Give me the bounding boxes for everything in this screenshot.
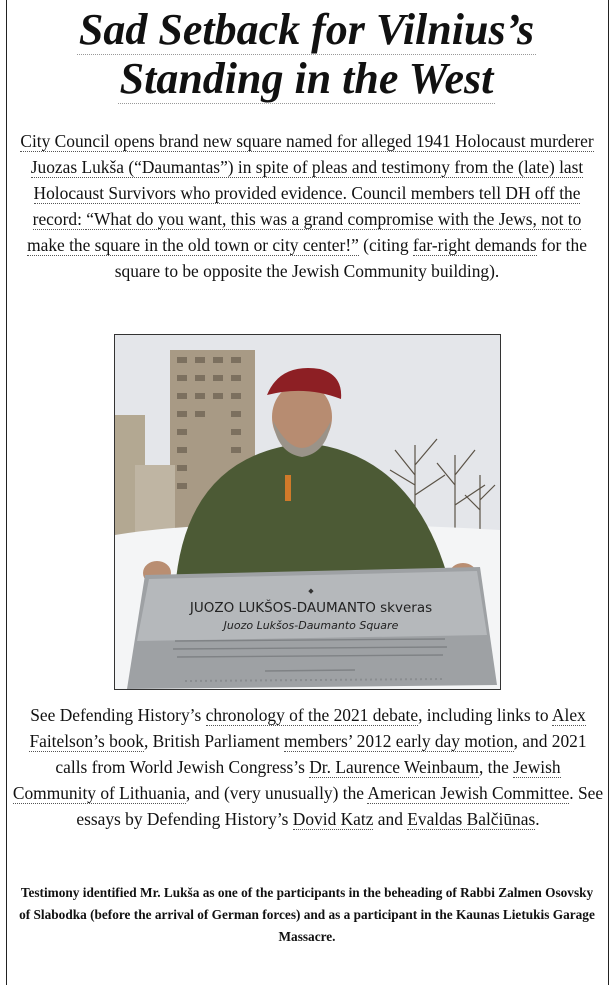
- followup-text-3: , British Parliament: [143, 731, 285, 751]
- ajc-link[interactable]: American Jewish Committee: [367, 783, 570, 803]
- chronology-link[interactable]: chronology of the 2021 debate: [205, 705, 419, 725]
- far-right-demands-link[interactable]: far-right demands: [412, 235, 537, 255]
- title-line-2: Standing in the West: [119, 54, 494, 103]
- council-quote: “What do you want, this was a grand compromise with the Jews, not to make the square in the old town or city center!”: [27, 209, 582, 255]
- followup-text-5: , the: [478, 757, 514, 777]
- faitelson-book-link[interactable]: Alex Faitelson’s book: [29, 705, 586, 751]
- jewish-community-link[interactable]: Jewish Community of Lithuania: [12, 757, 561, 803]
- weinbaum-link[interactable]: Dr. Laurence Weinbaum: [309, 757, 479, 777]
- followup-text-6: , and (very unusually) the: [185, 783, 368, 803]
- followup-text-2: , including links to: [418, 705, 552, 725]
- plaque-line-2: Juozo Lukšos-Daumanto Square: [223, 619, 399, 632]
- street-name-plaque: [127, 567, 497, 689]
- svg-text:◆: ◆: [308, 587, 314, 595]
- followup-text-1: See Defending History’s: [30, 705, 206, 725]
- followup-text-4: , and 2021 calls from World Jewish Congress’s: [55, 731, 587, 777]
- followup-text-8: and: [373, 809, 408, 829]
- followup-paragraph: [12, 702, 604, 832]
- lede-text-2: (citing: [358, 235, 413, 255]
- lede-paragraph: [14, 128, 600, 284]
- followup-text-7: . See essays by Defending History’s: [76, 783, 604, 829]
- page-title: [0, 6, 613, 104]
- news-photo: [114, 334, 501, 690]
- balciunas-link[interactable]: Evaldas Balčiūnas: [407, 809, 536, 829]
- lede-text: City Council opens brand new square named for alleged 1941 Holocaust murderer Juozas Lukša (“Daumantas”) in spite of pleas and testimony from the (late) last Holocaust Survivors who provided evidence. Council members tell DH off the record:: [20, 131, 594, 229]
- title-line-1: Sad Setback for Vilnius’s: [78, 5, 535, 54]
- lede-text-3: for the square to be opposite the Jewish Community building).: [114, 235, 587, 281]
- katz-link[interactable]: Dovid Katz: [292, 809, 374, 829]
- testimony-note: Testimony identified Mr. Lukša as one of the participants in the beheading of Rabbi Zalmen Osovsky of Slabodka (before the arrival of German forces) and as a participant in the Kaunas Lietukis Garage Massacre.: [19, 885, 595, 944]
- early-day-motion-link[interactable]: members’ 2012 early day motion: [284, 731, 514, 751]
- plaque-line-1: JUOZO LUKŠOS-DAUMANTO skveras: [189, 600, 433, 616]
- followup-text-9: .: [535, 809, 540, 829]
